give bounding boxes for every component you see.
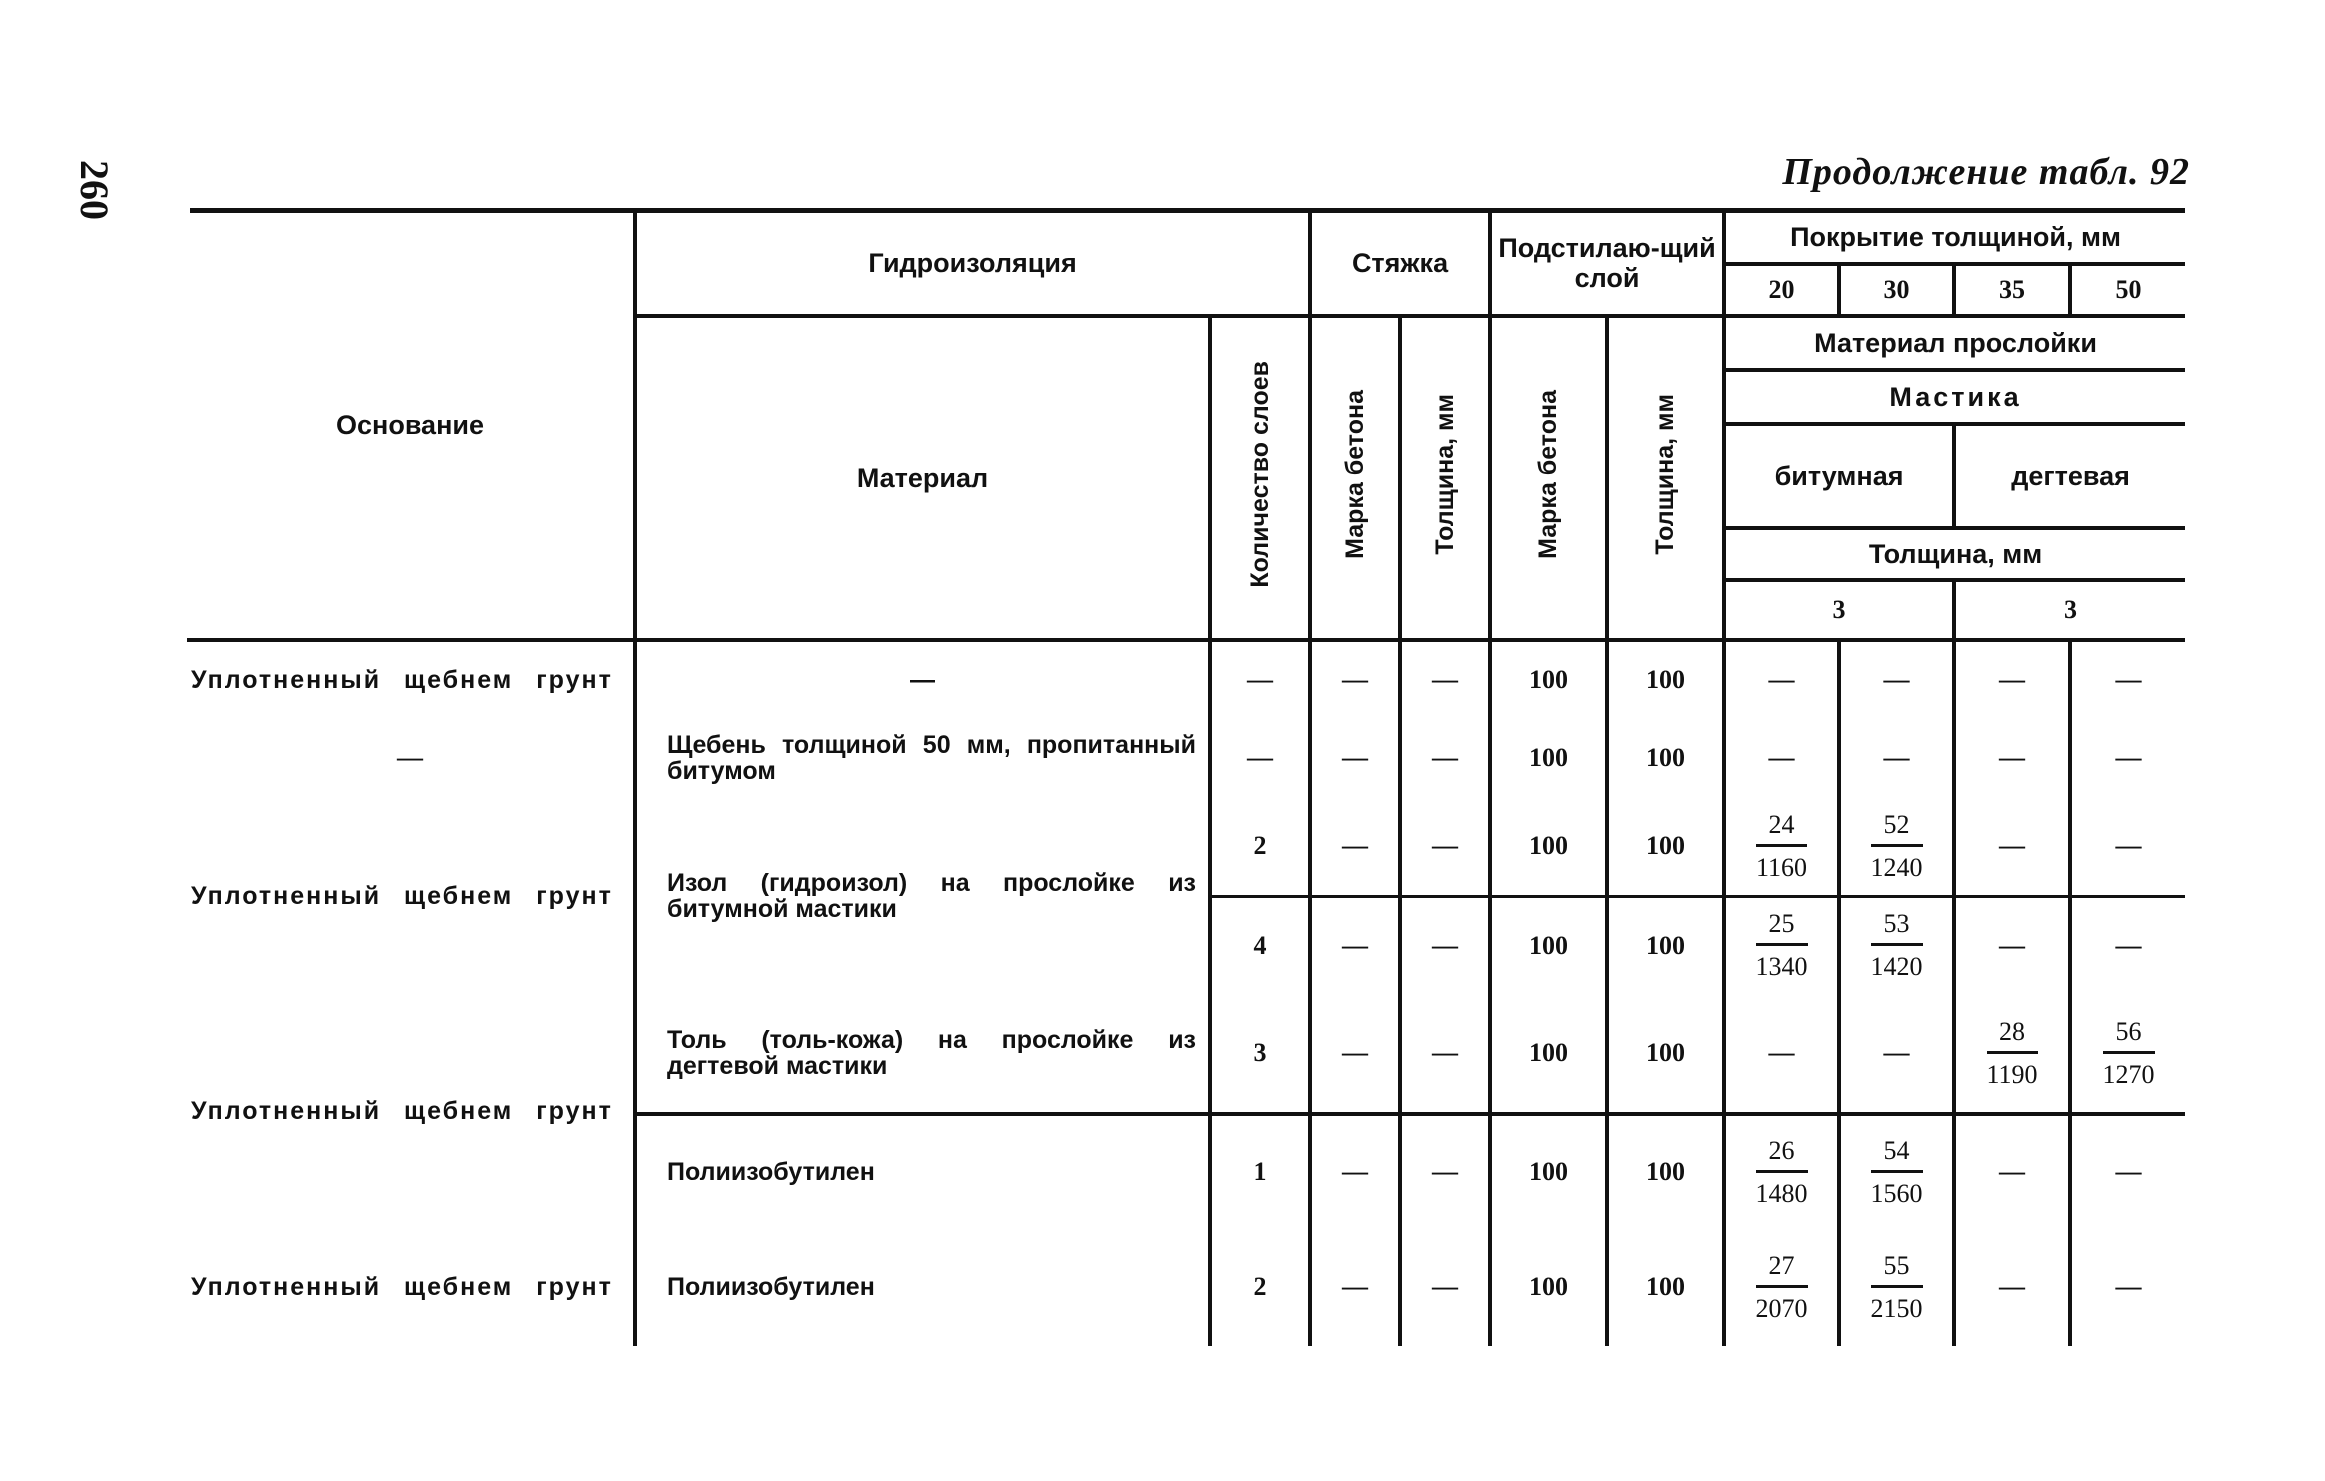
cell-c50: $\frac{56}{1270}$: [2070, 994, 2185, 1114]
cell-ps-marka: 100: [1490, 640, 1607, 718]
cell-c35: —: [1954, 1114, 2070, 1228]
cell-st-tol: —: [1400, 896, 1490, 994]
cell-material: Изол (гидроизол) на прослойке из битумной мастики: [635, 798, 1210, 994]
cell-ps-marka: 100: [1490, 896, 1607, 994]
cell-c30: —: [1839, 994, 1954, 1114]
cell-osnovanie: Уплотненный щебнем грунт: [191, 665, 613, 694]
cell-osnovanie: —: [397, 743, 423, 772]
table-row: [187, 994, 2185, 1114]
cell-sloi: 3: [1210, 994, 1310, 1114]
cell-ps-tol: 100: [1607, 896, 1724, 994]
cell-ps-tol: 100: [1607, 1114, 1724, 1228]
cell-sloi: 2: [1210, 1228, 1310, 1346]
cell-st-marka: —: [1310, 994, 1400, 1114]
table-caption: Продолжение табл. 92: [1782, 151, 2190, 193]
header-material-prosloyki: Материал прослойки: [1724, 316, 2185, 370]
cell-osnovanie: Уплотненный щебнем грунт: [191, 1096, 613, 1125]
cell-c50: —: [2070, 1228, 2185, 1346]
cell-ps-marka: 100: [1490, 798, 1607, 896]
header-tolshchina-degtevaya: 3: [1954, 580, 2185, 640]
cell-st-tol: —: [1400, 718, 1490, 798]
cell-ps-tol: 100: [1607, 640, 1724, 718]
header-tolshchina: Толщина, мм: [1724, 528, 2185, 580]
cell-ps-tol: 100: [1607, 1228, 1724, 1346]
cell-st-tol: —: [1400, 1114, 1490, 1228]
cell-ps-marka: 100: [1490, 718, 1607, 798]
cell-sloi: 1: [1210, 1114, 1310, 1228]
cell-c30: $\frac{53}{1420}$: [1839, 896, 1954, 994]
cell-c35: $\frac{28}{1190}$: [1954, 994, 2070, 1114]
header-pokrytie: Покрытие толщиной, мм: [1724, 212, 2185, 264]
header-tolshchina-bitumnaya: 3: [1724, 580, 1954, 640]
header-osnovanie: Основание: [187, 212, 635, 640]
cell-material: Полиизобутилен: [635, 1114, 1210, 1228]
cell-c20: —: [1724, 640, 1839, 718]
header-podsloy-tolshchina: Толщина, мм: [1607, 316, 1724, 640]
cell-c50: —: [2070, 1114, 2185, 1228]
header-kolichestvo-sloev: Количество слоев: [1210, 316, 1310, 640]
data-table: [187, 212, 2185, 1346]
header-podsloy-marka: Марка бетона: [1490, 316, 1607, 640]
cell-st-marka: —: [1310, 798, 1400, 896]
cell-sloi: —: [1210, 718, 1310, 798]
cell-c35: —: [1954, 718, 2070, 798]
cell-sloi: —: [1210, 640, 1310, 718]
cell-ps-marka: 100: [1490, 1228, 1607, 1346]
cell-c20: $\frac{26}{1480}$: [1724, 1114, 1839, 1228]
cell-c50: —: [2070, 896, 2185, 994]
header-pokrytie-35: 35: [1954, 264, 2070, 316]
cell-c20: $\frac{24}{1160}$: [1724, 798, 1839, 896]
cell-c50: —: [2070, 640, 2185, 718]
cell-st-marka: —: [1310, 896, 1400, 994]
header-pokrytie-50: 50: [2070, 264, 2185, 316]
cell-st-marka: —: [1310, 640, 1400, 718]
cell-material: Щебень толщиной 50 мм, пропитанный битумом: [635, 718, 1210, 798]
table-row: [187, 1228, 2185, 1346]
cell-c35: —: [1954, 798, 2070, 896]
cell-c30: $\frac{55}{2150}$: [1839, 1228, 1954, 1346]
cell-st-tol: —: [1400, 640, 1490, 718]
cell-c30: $\frac{52}{1240}$: [1839, 798, 1954, 896]
cell-c30: $\frac{54}{1560}$: [1839, 1114, 1954, 1228]
cell-ps-tol: 100: [1607, 994, 1724, 1114]
table-row: [187, 798, 2185, 896]
cell-sloi: 2: [1210, 798, 1310, 896]
cell-c50: —: [2070, 798, 2185, 896]
header-podstilayushchiy-sloy: Подстилаю-щий слой: [1490, 212, 1724, 316]
cell-material: —: [635, 640, 1210, 718]
cell-st-marka: —: [1310, 1114, 1400, 1228]
cell-c20: $\frac{27}{2070}$: [1724, 1228, 1839, 1346]
cell-c35: —: [1954, 1228, 2070, 1346]
cell-ps-marka: 100: [1490, 1114, 1607, 1228]
cell-c30: —: [1839, 718, 1954, 798]
cell-osnovanie: Уплотненный щебнем грунт: [191, 881, 613, 910]
cell-st-marka: —: [1310, 718, 1400, 798]
table-row: [187, 640, 2185, 718]
cell-st-tol: —: [1400, 1228, 1490, 1346]
header-mastika: Мастика: [1724, 370, 2185, 424]
cell-material: Полиизобутилен: [635, 1228, 1210, 1346]
header-gidroizolyaciya: Гидроизоляция: [635, 212, 1310, 316]
cell-ps-tol: 100: [1607, 798, 1724, 896]
cell-c30: —: [1839, 640, 1954, 718]
cell-st-tol: —: [1400, 994, 1490, 1114]
page-number: 260: [72, 160, 117, 220]
cell-c35: —: [1954, 640, 2070, 718]
header-styazhka-tolshchina: Толщина, мм: [1400, 316, 1490, 640]
cell-c20: —: [1724, 718, 1839, 798]
header-bitumnaya: битумная: [1724, 424, 1954, 528]
header-pokrytie-20: 20: [1724, 264, 1839, 316]
cell-material: Толь (толь-кожа) на прослойке из дегтевой мастики: [635, 994, 1210, 1114]
cell-c20: —: [1724, 994, 1839, 1114]
header-styazhka: Стяжка: [1310, 212, 1490, 316]
header-pokrytie-30: 30: [1839, 264, 1954, 316]
cell-c20: $\frac{25}{1340}$: [1724, 896, 1839, 994]
cell-st-tol: —: [1400, 798, 1490, 896]
header-degtevaya: дегтевая: [1954, 424, 2185, 528]
header-material: Материал: [635, 316, 1210, 640]
cell-ps-tol: 100: [1607, 718, 1724, 798]
cell-sloi: 4: [1210, 896, 1310, 994]
cell-c50: —: [2070, 718, 2185, 798]
table-row: [187, 718, 2185, 798]
cell-osnovanie: Уплотненный щебнем грунт: [191, 1272, 613, 1301]
cell-ps-marka: 100: [1490, 994, 1607, 1114]
header-styazhka-marka: Марка бетона: [1310, 316, 1400, 640]
cell-st-marka: —: [1310, 1228, 1400, 1346]
cell-c35: —: [1954, 896, 2070, 994]
